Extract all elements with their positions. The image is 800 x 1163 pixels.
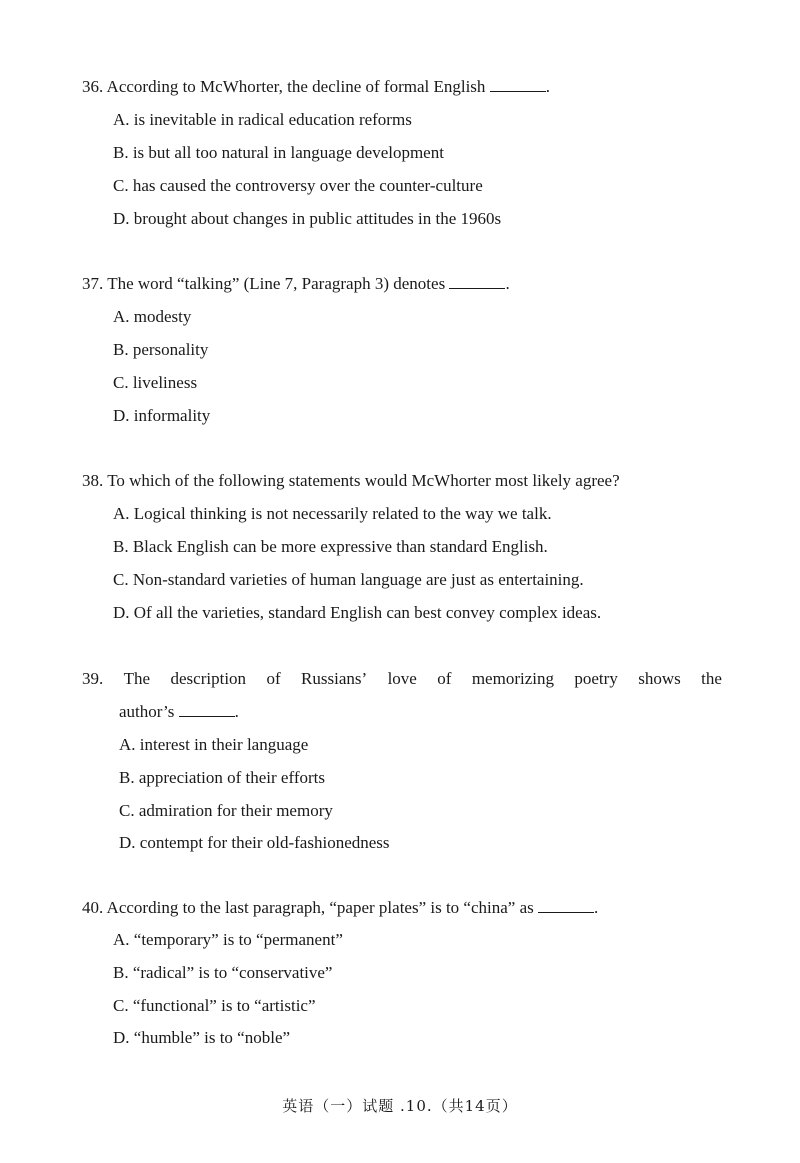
question-36-text: 36. According to McWhorter, the decline of formal English [82,77,486,96]
question-39-word: the [701,669,722,688]
question-40-option-d: D. “humble” is to “noble” [113,1028,291,1047]
question-39-option-d: D. contempt for their old-fashionedness [119,833,390,852]
question-37-period: . [505,274,510,293]
question-39-word: of [266,669,281,688]
question-40-text: 40. According to the last paragraph, “paper plates” is to “china” as [82,898,534,917]
question-37-text: 37. The word “talking” (Line 7, Paragraph 3) denotes [82,274,446,293]
question-39-stem-line-2 [119,701,239,723]
question-37-option-c: C. liveliness [113,373,198,392]
question-39-word: love [387,669,417,688]
question-39-word: 39. [82,669,104,688]
question-39-word: description [170,669,247,688]
question-36-stem [82,76,550,98]
question-39-word: memorizing [471,669,554,688]
answer-blank [538,898,594,913]
question-39-option-c: C. admiration for their memory [119,801,333,820]
question-37-option-b: B. personality [113,340,209,359]
question-37-stem [82,273,510,295]
question-38-stem: 38. To which of the following statements would McWhorter most likely agree? [82,471,620,490]
question-38-option-d: D. Of all the varieties, standard English can best convey complex ideas. [113,603,602,622]
question-38-option-a: A. Logical thinking is not necessarily related to the way we talk. [113,504,552,523]
answer-blank [179,702,235,717]
question-36-option-a: A. is inevitable in radical education reforms [113,110,412,129]
question-39-word: Russians’ [301,669,368,688]
question-40-option-a: A. “temporary” is to “permanent” [113,930,343,949]
question-36-option-c: C. has caused the controversy over the counter-culture [113,176,483,195]
question-36-option-d: D. brought about changes in public attitudes in the 1960s [113,209,502,228]
question-39-stem-line-1 [82,668,722,690]
question-39-text: author’s [119,702,175,721]
question-38-option-b: B. Black English can be more expressive than standard English. [113,537,548,556]
answer-blank [449,274,505,289]
question-39-word: of [437,669,452,688]
question-36-period: . [545,77,550,96]
page-footer: 英语（一）试题 .10.（共14页） [282,1097,518,1115]
question-36-option-b: B. is but all too natural in language development [113,143,444,162]
question-40-option-c: C. “functional” is to “artistic” [113,996,316,1015]
question-39-option-a: A. interest in their language [119,735,309,754]
question-39-word: The [123,669,151,688]
question-40-period: . [594,898,599,917]
question-39-period: . [234,702,239,721]
question-39-word: shows [638,669,681,688]
question-38-option-c: C. Non-standard varieties of human language are just as entertaining. [113,570,584,589]
answer-blank [490,77,546,92]
question-39-option-b: B. appreciation of their efforts [119,768,325,787]
question-39-word: poetry [574,669,618,688]
question-40-option-b: B. “radical” is to “conservative” [113,963,333,982]
question-40-stem [82,897,598,919]
question-37-option-d: D. informality [113,406,211,425]
question-37-option-a: A. modesty [113,307,192,326]
